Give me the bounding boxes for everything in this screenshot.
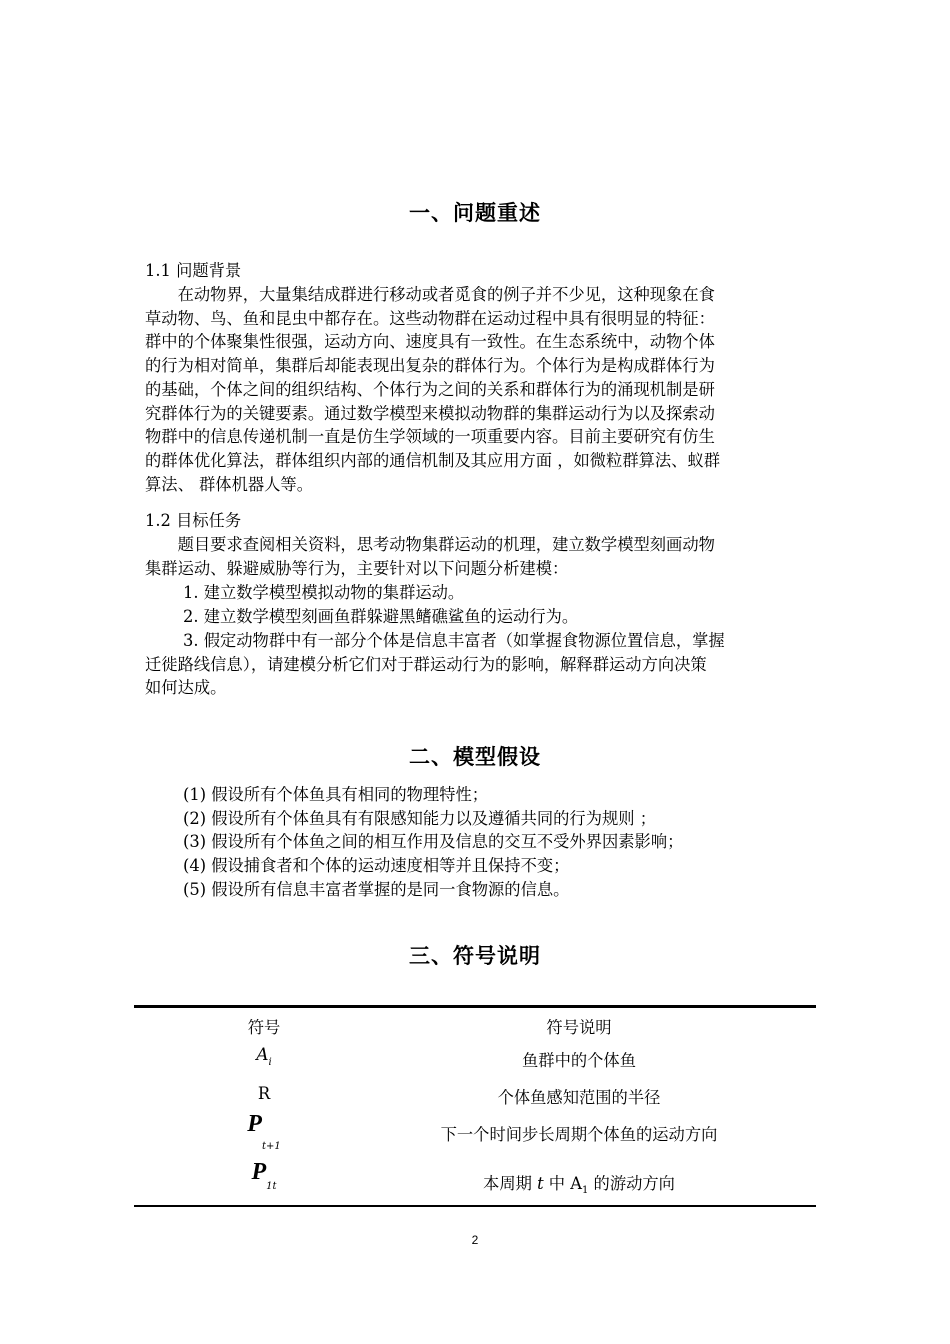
- symbol-table: [134, 1005, 816, 1209]
- table-row-symbol: [194, 1045, 334, 1068]
- paragraph-background: [145, 283, 807, 496]
- section-title-assumptions: 二、模型假设: [409, 745, 541, 769]
- text-line: 如何达成。: [145, 678, 227, 698]
- table-row-symbol: [194, 1111, 334, 1151]
- page-number: 2: [471, 1233, 479, 1247]
- text-line: 群中的个体聚集性很强，运动方向、速度具有一致性。在生态系统中，动物个体: [145, 332, 715, 352]
- section-title-problem-restatement: 一、问题重述: [409, 201, 541, 225]
- text-line: 的基础，个体之间的组织结构、个体行为之间的关系和群体行为的涌现机制是研: [145, 379, 715, 399]
- text-line: 在动物界，大量集结成群进行移动或者觅食的例子并不少见，这种现象在食: [177, 285, 715, 304]
- table-row-description: 下一个时间步长周期个体鱼的运动方向: [440, 1125, 718, 1144]
- table-row-description: 鱼群中的个体鱼: [522, 1051, 636, 1070]
- symbol-main: P: [251, 1159, 267, 1185]
- table-top-rule: [134, 1005, 816, 1008]
- symbol-subscript: t+1: [261, 1141, 281, 1152]
- description-variable: t: [537, 1174, 544, 1193]
- text-line: 题目要求查阅相关资料，思考动物集群运动的机理，建立数学模型刻画动物: [177, 535, 715, 554]
- text-line: 集群运动、躲避威胁等行为，主要针对以下问题分析建模：: [145, 558, 569, 578]
- table-row-symbol: [194, 1159, 334, 1199]
- description-text: 的游动方向: [588, 1174, 675, 1193]
- task-list: [183, 581, 783, 628]
- symbol-main: R: [257, 1084, 271, 1103]
- description-text: 本周期: [483, 1174, 538, 1193]
- task-item-1: 1. 建立数学模型模拟动物的集群运动。: [183, 583, 465, 602]
- table-row-description: 个体鱼感知范围的半径: [497, 1088, 661, 1107]
- task-item-2: 2. 建立数学模型刻画鱼群躲避黑鳍礁鲨鱼的运动行为。: [183, 606, 579, 626]
- symbol-subscript: 1t: [266, 1181, 277, 1192]
- table-header-description: 符号说明: [546, 1018, 612, 1037]
- text-line: 迁徙路线信息），请建模分析它们对于群运动行为的影响，解释群运动方向决策: [145, 654, 707, 674]
- subsection-tasks: 1.2 目标任务: [145, 511, 242, 530]
- table-row-symbol: [194, 1084, 334, 1103]
- description-text: 中 A: [543, 1174, 582, 1193]
- description-subscript: 1: [582, 1185, 589, 1196]
- symbol-main: P: [247, 1111, 262, 1137]
- paragraph-tasks-intro: [145, 533, 807, 580]
- text-line: 3. 假定动物群中有一部分个体是信息丰富者（如掌握食物源位置信息，掌握: [183, 631, 725, 650]
- assumption-item: (2) 假设所有个体鱼具有有限感知能力以及遵循共同的行为规则 ；: [183, 808, 657, 828]
- table-bottom-rule: [134, 1205, 816, 1207]
- task-item-3: [145, 629, 807, 700]
- text-line: 的群体优化算法，群体组织内部的通信机制及其应用方面 ，如微粒群算法、蚁群: [145, 450, 721, 470]
- assumption-list: [183, 783, 783, 902]
- text-line: 物群中的信息传递机制一直是仿生学领域的一项重要内容。目前主要研究有仿生: [145, 427, 715, 447]
- table-row-description: [354, 1170, 804, 1194]
- assumption-item: (5) 假设所有信息丰富者掌握的是同一食物源的信息。: [183, 879, 570, 899]
- section-title-symbols: 三、符号说明: [409, 944, 541, 968]
- assumption-item: (1) 假设所有个体鱼具有相同的物理特性；: [183, 785, 489, 804]
- table-header-symbol: 符号: [247, 1018, 281, 1037]
- symbol-subscript: i: [268, 1057, 272, 1068]
- symbol-main: A: [256, 1045, 269, 1065]
- text-line: 的行为相对简单，集群后却能表现出复杂的群体行为。个体行为是构成群体行为: [145, 356, 715, 376]
- subsection-background: 1.1 问题背景: [145, 261, 242, 280]
- text-line: 算法、 群体机器人等。: [145, 474, 313, 494]
- assumption-item: (3) 假设所有个体鱼之间的相互作用及信息的交互不受外界因素影响；: [183, 832, 684, 852]
- text-line: 究群体行为的关键要素。通过数学模型来模拟动物群的集群运动行为以及探索动: [145, 403, 715, 423]
- assumption-item: (4) 假设捕食者和个体的运动速度相等并且保持不变；: [183, 856, 570, 876]
- text-line: 草动物、鸟、鱼和昆虫中都存在。这些动物群在运动过程中具有很明显的特征：: [145, 308, 715, 328]
